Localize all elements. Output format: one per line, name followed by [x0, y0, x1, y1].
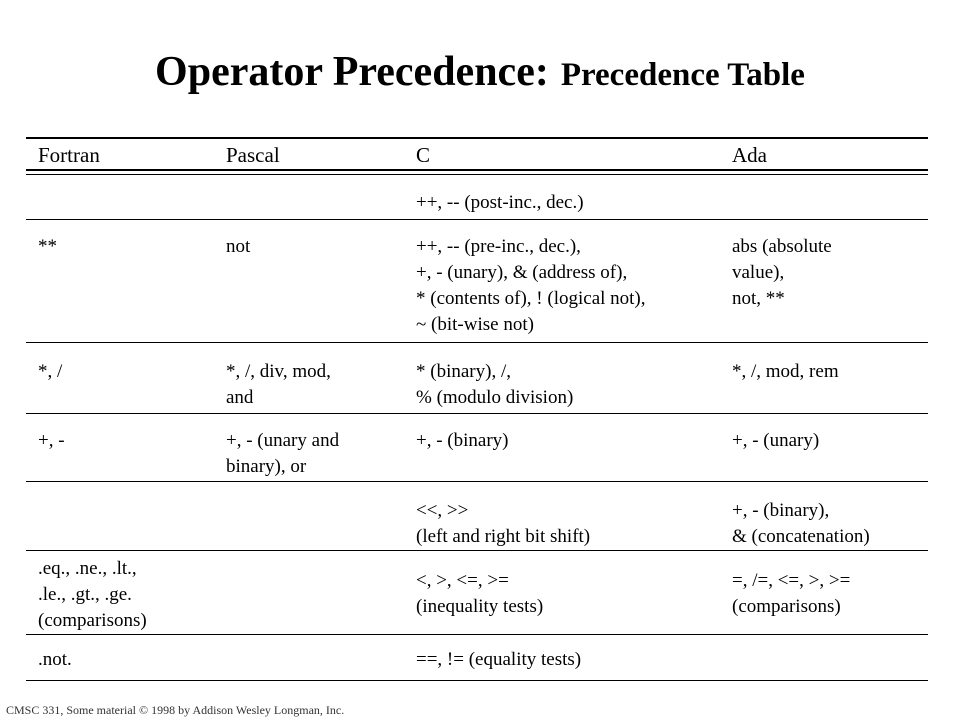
- row-rule: [26, 550, 928, 551]
- cell-r4-ada: +, - (binary), & (concatenation): [732, 500, 870, 547]
- cell-r2-c: * (binary), /, % (modulo division): [416, 361, 574, 408]
- title-main: Operator Precedence:: [155, 49, 549, 95]
- cell-r1-c: ++, -- (pre-inc., dec.), +, - (unary), & (address of), * (contents of), ! (logical not), ~ (bit-wise not): [416, 236, 646, 335]
- cell-r3-pascal: +, - (unary and binary), or: [226, 430, 340, 477]
- row-rule: [26, 219, 928, 220]
- cell-r3-fortran: +, -: [38, 430, 65, 451]
- row-rule: [26, 481, 928, 482]
- cell-r1-fortran: **: [38, 236, 57, 257]
- cell-r5-fortran: .eq., .ne., .lt., .le., .gt., .ge. (comparisons): [38, 558, 147, 631]
- cell-r2-fortran: *, /: [38, 361, 63, 382]
- table-top-rule: [26, 137, 928, 139]
- row-rule: [26, 342, 928, 343]
- header-fortran: Fortran: [38, 143, 100, 167]
- cell-r5-ada: =, /=, <=, >, >= (comparisons): [732, 570, 851, 617]
- cell-r5-c: <, >, <=, >= (inequality tests): [416, 570, 544, 617]
- cell-r0-c: ++, -- (post-inc., dec.): [416, 192, 584, 213]
- slide-title: [0, 48, 960, 96]
- row-rule: [26, 413, 928, 414]
- cell-r6-c: ==, != (equality tests): [416, 649, 582, 670]
- header-ada: Ada: [732, 143, 767, 167]
- header-rule-2: [26, 174, 928, 175]
- cell-r2-pascal: *, /, div, mod, and: [226, 361, 331, 408]
- cell-r3-c: +, - (binary): [416, 430, 509, 451]
- cell-r4-c: <<, >> (left and right bit shift): [416, 500, 591, 547]
- cell-r1-pascal: not: [226, 236, 251, 257]
- title-sub: Precedence Table: [560, 57, 805, 93]
- cell-r6-fortran: .not.: [38, 649, 72, 670]
- cell-r3-ada: +, - (unary): [732, 430, 820, 451]
- footer-credit: CMSC 331, Some material © 1998 by Addison Wesley Longman, Inc.: [6, 703, 345, 717]
- row-rule: [26, 634, 928, 635]
- header-rule: [26, 169, 928, 171]
- header-pascal: Pascal: [226, 143, 280, 167]
- row-rule: [26, 680, 928, 681]
- cell-r2-ada: *, /, mod, rem: [732, 361, 839, 382]
- header-c: C: [416, 143, 431, 167]
- cell-r1-ada: abs (absolute value), not, **: [732, 236, 832, 309]
